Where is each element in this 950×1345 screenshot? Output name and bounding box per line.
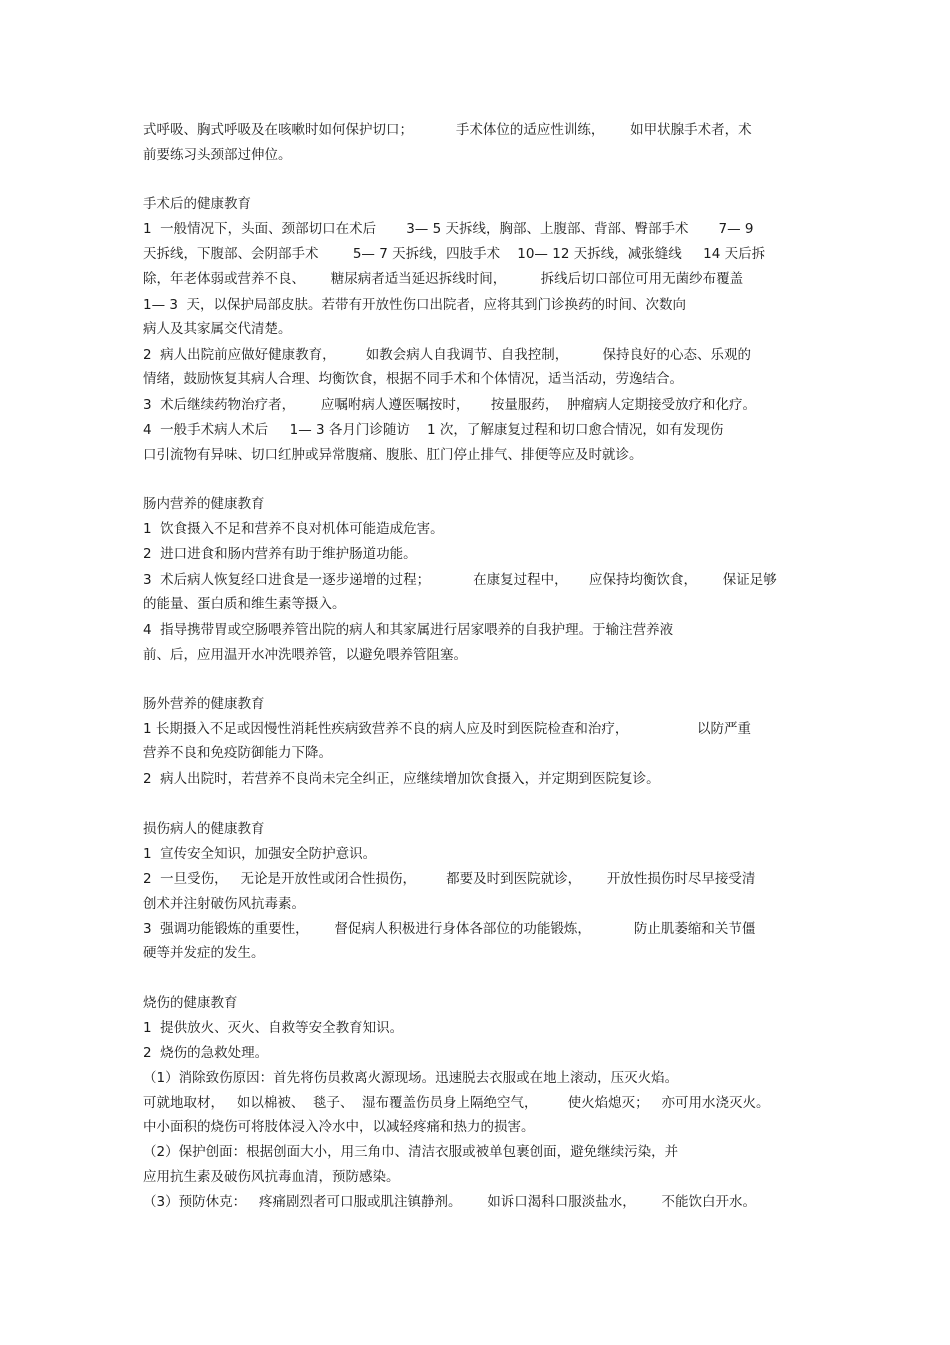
- section-heading: 手术后的健康教育: [143, 196, 251, 212]
- text-line: 2 病人出院前应做好健康教育， 如教会病人自我调节、自我控制， 保持良好的心态、乐观的: [143, 347, 752, 363]
- text-line: 1 一般情况下，头面、颈部切口在术后 3— 5 天拆线，胸部、上腹部、背部、臀部手术 7— 9: [143, 221, 754, 237]
- section-heading: 肠内营养的健康教育: [143, 496, 265, 512]
- text-line: 1 提供放火、灭火、自救等安全教育知识。: [143, 1020, 404, 1036]
- text-line: 2 一旦受伤， 无论是开放性或闭合性损伤， 都要及时到医院就诊， 开放性损伤时尽早接受清: [143, 871, 756, 887]
- text-line: 营养不良和免疫防御能力下降。: [143, 745, 332, 761]
- text-line: 4 一般手术病人术后 1— 3 各月门诊随访 1 次，了解康复过程和切口愈合情况，如有发现伤: [143, 422, 724, 438]
- text-line: 前、后，应用温开水冲洗喂养管，以避免喂养管阻塞。: [143, 647, 467, 663]
- text-line: 情绪，鼓励恢复其病人合理、均衡饮食，根据不同手术和个体情况，适当活动，劳逸结合。: [143, 371, 683, 387]
- text-line: （3）预防休克： 疼痛剧烈者可口服或肌注镇静剂。 如诉口渴科口服淡盐水， 不能饮白开水。: [143, 1194, 756, 1210]
- text-line: 1 宣传安全知识，加强安全防护意识。: [143, 846, 377, 862]
- text-line: 3 术后继续药物治疗者， 应嘱咐病人遵医嘱按时， 按量服药， 肿瘤病人定期接受放疗和化疗。: [143, 397, 756, 413]
- text-line: 3 术后病人恢复经口进食是一逐步递增的过程； 在康复过程中， 应保持均衡饮食， 保证足够: [143, 572, 777, 588]
- text-line: 2 病人出院时，若营养不良尚未完全纠正，应继续增加饮食摄入，并定期到医院复诊。: [143, 771, 660, 787]
- section-heading: 肠外营养的健康教育: [143, 696, 265, 712]
- text-line: 病人及其家属交代清楚。: [143, 321, 292, 337]
- text-line: 除，年老体弱或营养不良、 糖尿病者适当延迟拆线时间， 拆线后切口部位可用无菌纱布覆盖: [143, 271, 744, 287]
- text-line: 1 饮食摄入不足和营养不良对机体可能造成危害。: [143, 521, 444, 537]
- text-line: 2 烧伤的急救处理。: [143, 1045, 269, 1061]
- text-line: 2 进口进食和肠内营养有助于维护肠道功能。: [143, 546, 417, 562]
- text-line: 前要练习头颈部过伸位。: [143, 147, 292, 163]
- text-line: 口引流物有异味、切口红肿或异常腹痛、腹胀、肛门停止排气、排便等应及时就诊。: [143, 447, 643, 463]
- text-line: 可就地取材， 如以棉被、 毯子、 湿布覆盖伤员身上隔绝空气， 使火焰熄灭； 亦可用水浇灭火。: [143, 1095, 770, 1111]
- text-line: 1— 3 天，以保护局部皮肤。若带有开放性伤口出院者，应将其到门诊换药的时间、次数向: [143, 297, 687, 313]
- text-line: 硬等并发症的发生。: [143, 945, 265, 961]
- text-line: 创术并注射破伤风抗毒素。: [143, 896, 305, 912]
- text-line: （2）保护创面：根据创面大小，用三角巾、清洁衣服或被单包裹创面，避免继续污染，并: [143, 1144, 679, 1160]
- text-line: 式呼吸、胸式呼吸及在咳嗽时如何保护切口； 手术体位的适应性训练， 如甲状腺手术者，术: [143, 122, 752, 138]
- text-line: 的能量、蛋白质和维生素等摄入。: [143, 596, 346, 612]
- section-heading: 损伤病人的健康教育: [143, 821, 265, 837]
- text-line: （1）消除致伤原因：首先将伤员救离火源现场。迅速脱去衣服或在地上滚动，压灭火焰。: [143, 1070, 679, 1086]
- text-line: 1 长期摄入不足或因慢性消耗性疾病致营养不良的病人应及时到医院检查和治疗， 以防严重: [143, 721, 752, 737]
- text-line: 应用抗生素及破伤风抗毒血清，预防感染。: [143, 1169, 400, 1185]
- text-line: 天拆线，下腹部、会阴部手术 5— 7 天拆线，四肢手术 10— 12 天拆线，减张缝线 14 天后拆: [143, 246, 766, 262]
- text-line: 3 强调功能锻炼的重要性， 督促病人积极进行身体各部位的功能锻炼， 防止肌萎缩和关节僵: [143, 921, 756, 937]
- text-line: 中小面积的烧伤可将肢体浸入冷水中，以减轻疼痛和热力的损害。: [143, 1119, 535, 1135]
- text-line: 4 指导携带胃或空肠喂养管出院的病人和其家属进行居家喂养的自我护理。于输注营养液: [143, 622, 674, 638]
- section-heading: 烧伤的健康教育: [143, 995, 238, 1011]
